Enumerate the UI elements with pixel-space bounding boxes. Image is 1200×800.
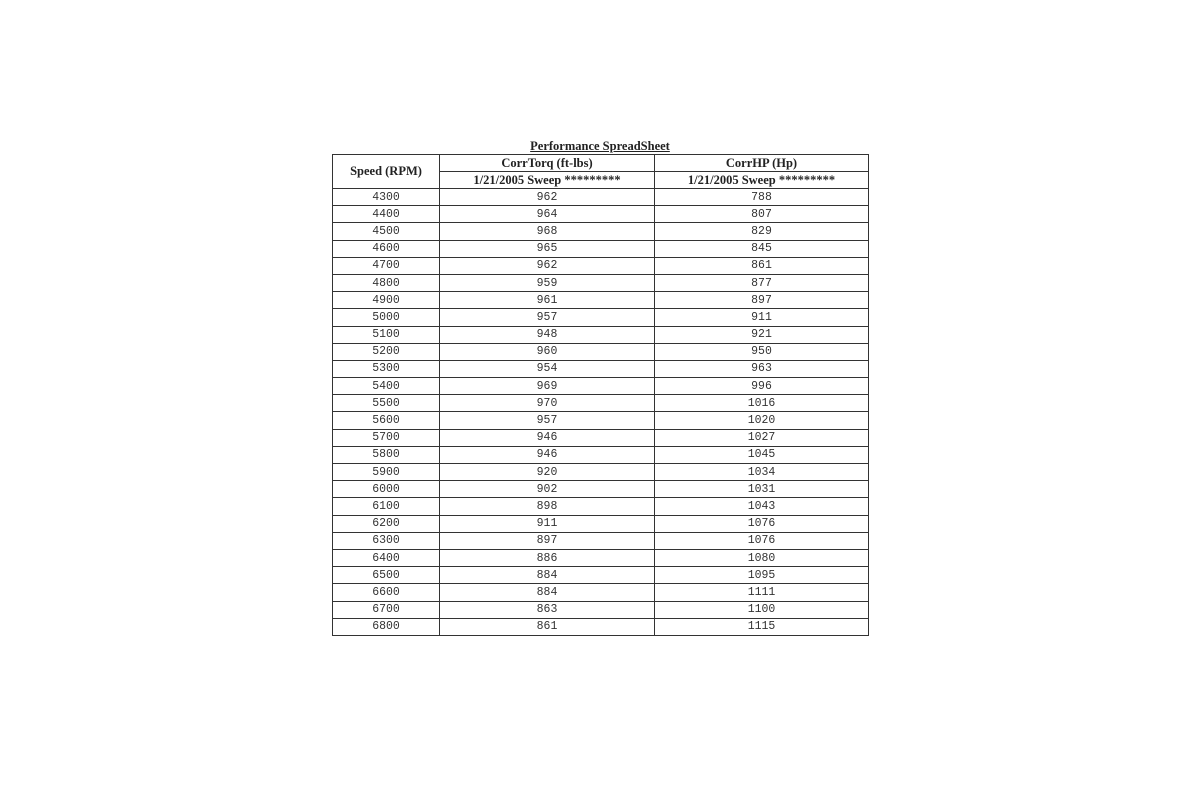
speed-cell: 4300 — [333, 189, 440, 206]
hp-cell: 1020 — [655, 412, 869, 429]
speed-cell: 5800 — [333, 446, 440, 463]
hp-cell: 1076 — [655, 515, 869, 532]
hp-cell: 1100 — [655, 601, 869, 618]
hp-cell: 1045 — [655, 446, 869, 463]
torque-cell: 911 — [440, 515, 655, 532]
torque-cell: 946 — [440, 429, 655, 446]
table-row — [333, 206, 869, 223]
torque-cell: 962 — [440, 257, 655, 274]
table-row — [333, 412, 869, 429]
torque-cell: 920 — [440, 464, 655, 481]
speed-cell: 6200 — [333, 515, 440, 532]
speed-cell: 6300 — [333, 532, 440, 549]
torque-cell: 886 — [440, 549, 655, 566]
torque-cell: 902 — [440, 481, 655, 498]
table-row — [333, 189, 869, 206]
table-row — [333, 257, 869, 274]
table-row — [333, 549, 869, 566]
speed-cell: 6500 — [333, 567, 440, 584]
header-row-main — [333, 155, 869, 172]
torque-cell: 898 — [440, 498, 655, 515]
speed-cell: 5400 — [333, 378, 440, 395]
torque-cell: 968 — [440, 223, 655, 240]
hp-cell: 921 — [655, 326, 869, 343]
torque-cell: 969 — [440, 378, 655, 395]
hp-cell: 1043 — [655, 498, 869, 515]
speed-cell: 6400 — [333, 549, 440, 566]
speed-cell: 5600 — [333, 412, 440, 429]
hp-cell: 963 — [655, 360, 869, 377]
speed-cell: 4400 — [333, 206, 440, 223]
torque-cell: 959 — [440, 274, 655, 291]
table-row — [333, 292, 869, 309]
speed-cell: 5300 — [333, 360, 440, 377]
table-row — [333, 395, 869, 412]
torque-cell: 948 — [440, 326, 655, 343]
torque-subheader: 1/21/2005 Sweep ********* — [440, 172, 655, 189]
table-row — [333, 515, 869, 532]
table-row — [333, 326, 869, 343]
table-row — [333, 532, 869, 549]
hp-cell: 829 — [655, 223, 869, 240]
torque-cell: 884 — [440, 584, 655, 601]
speed-cell: 5700 — [333, 429, 440, 446]
speed-cell: 5900 — [333, 464, 440, 481]
table-row — [333, 481, 869, 498]
hp-cell: 1111 — [655, 584, 869, 601]
table-body — [333, 189, 869, 636]
table-row — [333, 240, 869, 257]
table-row — [333, 223, 869, 240]
speed-cell: 4900 — [333, 292, 440, 309]
table-row — [333, 274, 869, 291]
table-row — [333, 464, 869, 481]
table-row — [333, 446, 869, 463]
torque-cell: 964 — [440, 206, 655, 223]
hp-cell: 861 — [655, 257, 869, 274]
speed-cell: 6100 — [333, 498, 440, 515]
speed-cell: 4500 — [333, 223, 440, 240]
speed-cell: 6700 — [333, 601, 440, 618]
torque-cell: 957 — [440, 412, 655, 429]
speed-cell: 5200 — [333, 343, 440, 360]
torque-cell: 960 — [440, 343, 655, 360]
table-row — [333, 309, 869, 326]
table-row — [333, 601, 869, 618]
speed-cell: 4700 — [333, 257, 440, 274]
speed-cell: 5100 — [333, 326, 440, 343]
hp-cell: 1115 — [655, 618, 869, 635]
torque-cell: 884 — [440, 567, 655, 584]
hp-subheader: 1/21/2005 Sweep ********* — [655, 172, 869, 189]
speed-cell: 6000 — [333, 481, 440, 498]
torque-cell: 954 — [440, 360, 655, 377]
speed-cell: 4800 — [333, 274, 440, 291]
hp-cell: 877 — [655, 274, 869, 291]
table-row — [333, 498, 869, 515]
table-row — [333, 343, 869, 360]
torque-header: CorrTorq (ft-lbs) — [440, 155, 655, 172]
hp-cell: 1076 — [655, 532, 869, 549]
speed-cell: 6600 — [333, 584, 440, 601]
torque-cell: 962 — [440, 189, 655, 206]
hp-header: CorrHP (Hp) — [655, 155, 869, 172]
hp-cell: 1034 — [655, 464, 869, 481]
hp-cell: 897 — [655, 292, 869, 309]
speed-cell: 5000 — [333, 309, 440, 326]
speed-cell: 4600 — [333, 240, 440, 257]
torque-cell: 957 — [440, 309, 655, 326]
hp-cell: 950 — [655, 343, 869, 360]
table-row — [333, 618, 869, 635]
speed-cell: 5500 — [333, 395, 440, 412]
hp-cell: 1095 — [655, 567, 869, 584]
table-row — [333, 567, 869, 584]
torque-cell: 946 — [440, 446, 655, 463]
table-row — [333, 378, 869, 395]
hp-cell: 1080 — [655, 549, 869, 566]
hp-cell: 807 — [655, 206, 869, 223]
table-row — [333, 584, 869, 601]
hp-cell: 1031 — [655, 481, 869, 498]
table-header — [333, 155, 869, 189]
table-row — [333, 360, 869, 377]
sheet-title: Performance SpreadSheet — [530, 139, 670, 153]
torque-cell: 965 — [440, 240, 655, 257]
speed-header: Speed (RPM) — [333, 155, 440, 189]
hp-cell: 788 — [655, 189, 869, 206]
torque-cell: 861 — [440, 618, 655, 635]
hp-cell: 911 — [655, 309, 869, 326]
torque-cell: 961 — [440, 292, 655, 309]
hp-cell: 996 — [655, 378, 869, 395]
torque-cell: 970 — [440, 395, 655, 412]
speed-cell: 6800 — [333, 618, 440, 635]
torque-cell: 863 — [440, 601, 655, 618]
torque-cell: 897 — [440, 532, 655, 549]
hp-cell: 1016 — [655, 395, 869, 412]
hp-cell: 845 — [655, 240, 869, 257]
performance-table — [332, 154, 869, 636]
hp-cell: 1027 — [655, 429, 869, 446]
table-row — [333, 429, 869, 446]
